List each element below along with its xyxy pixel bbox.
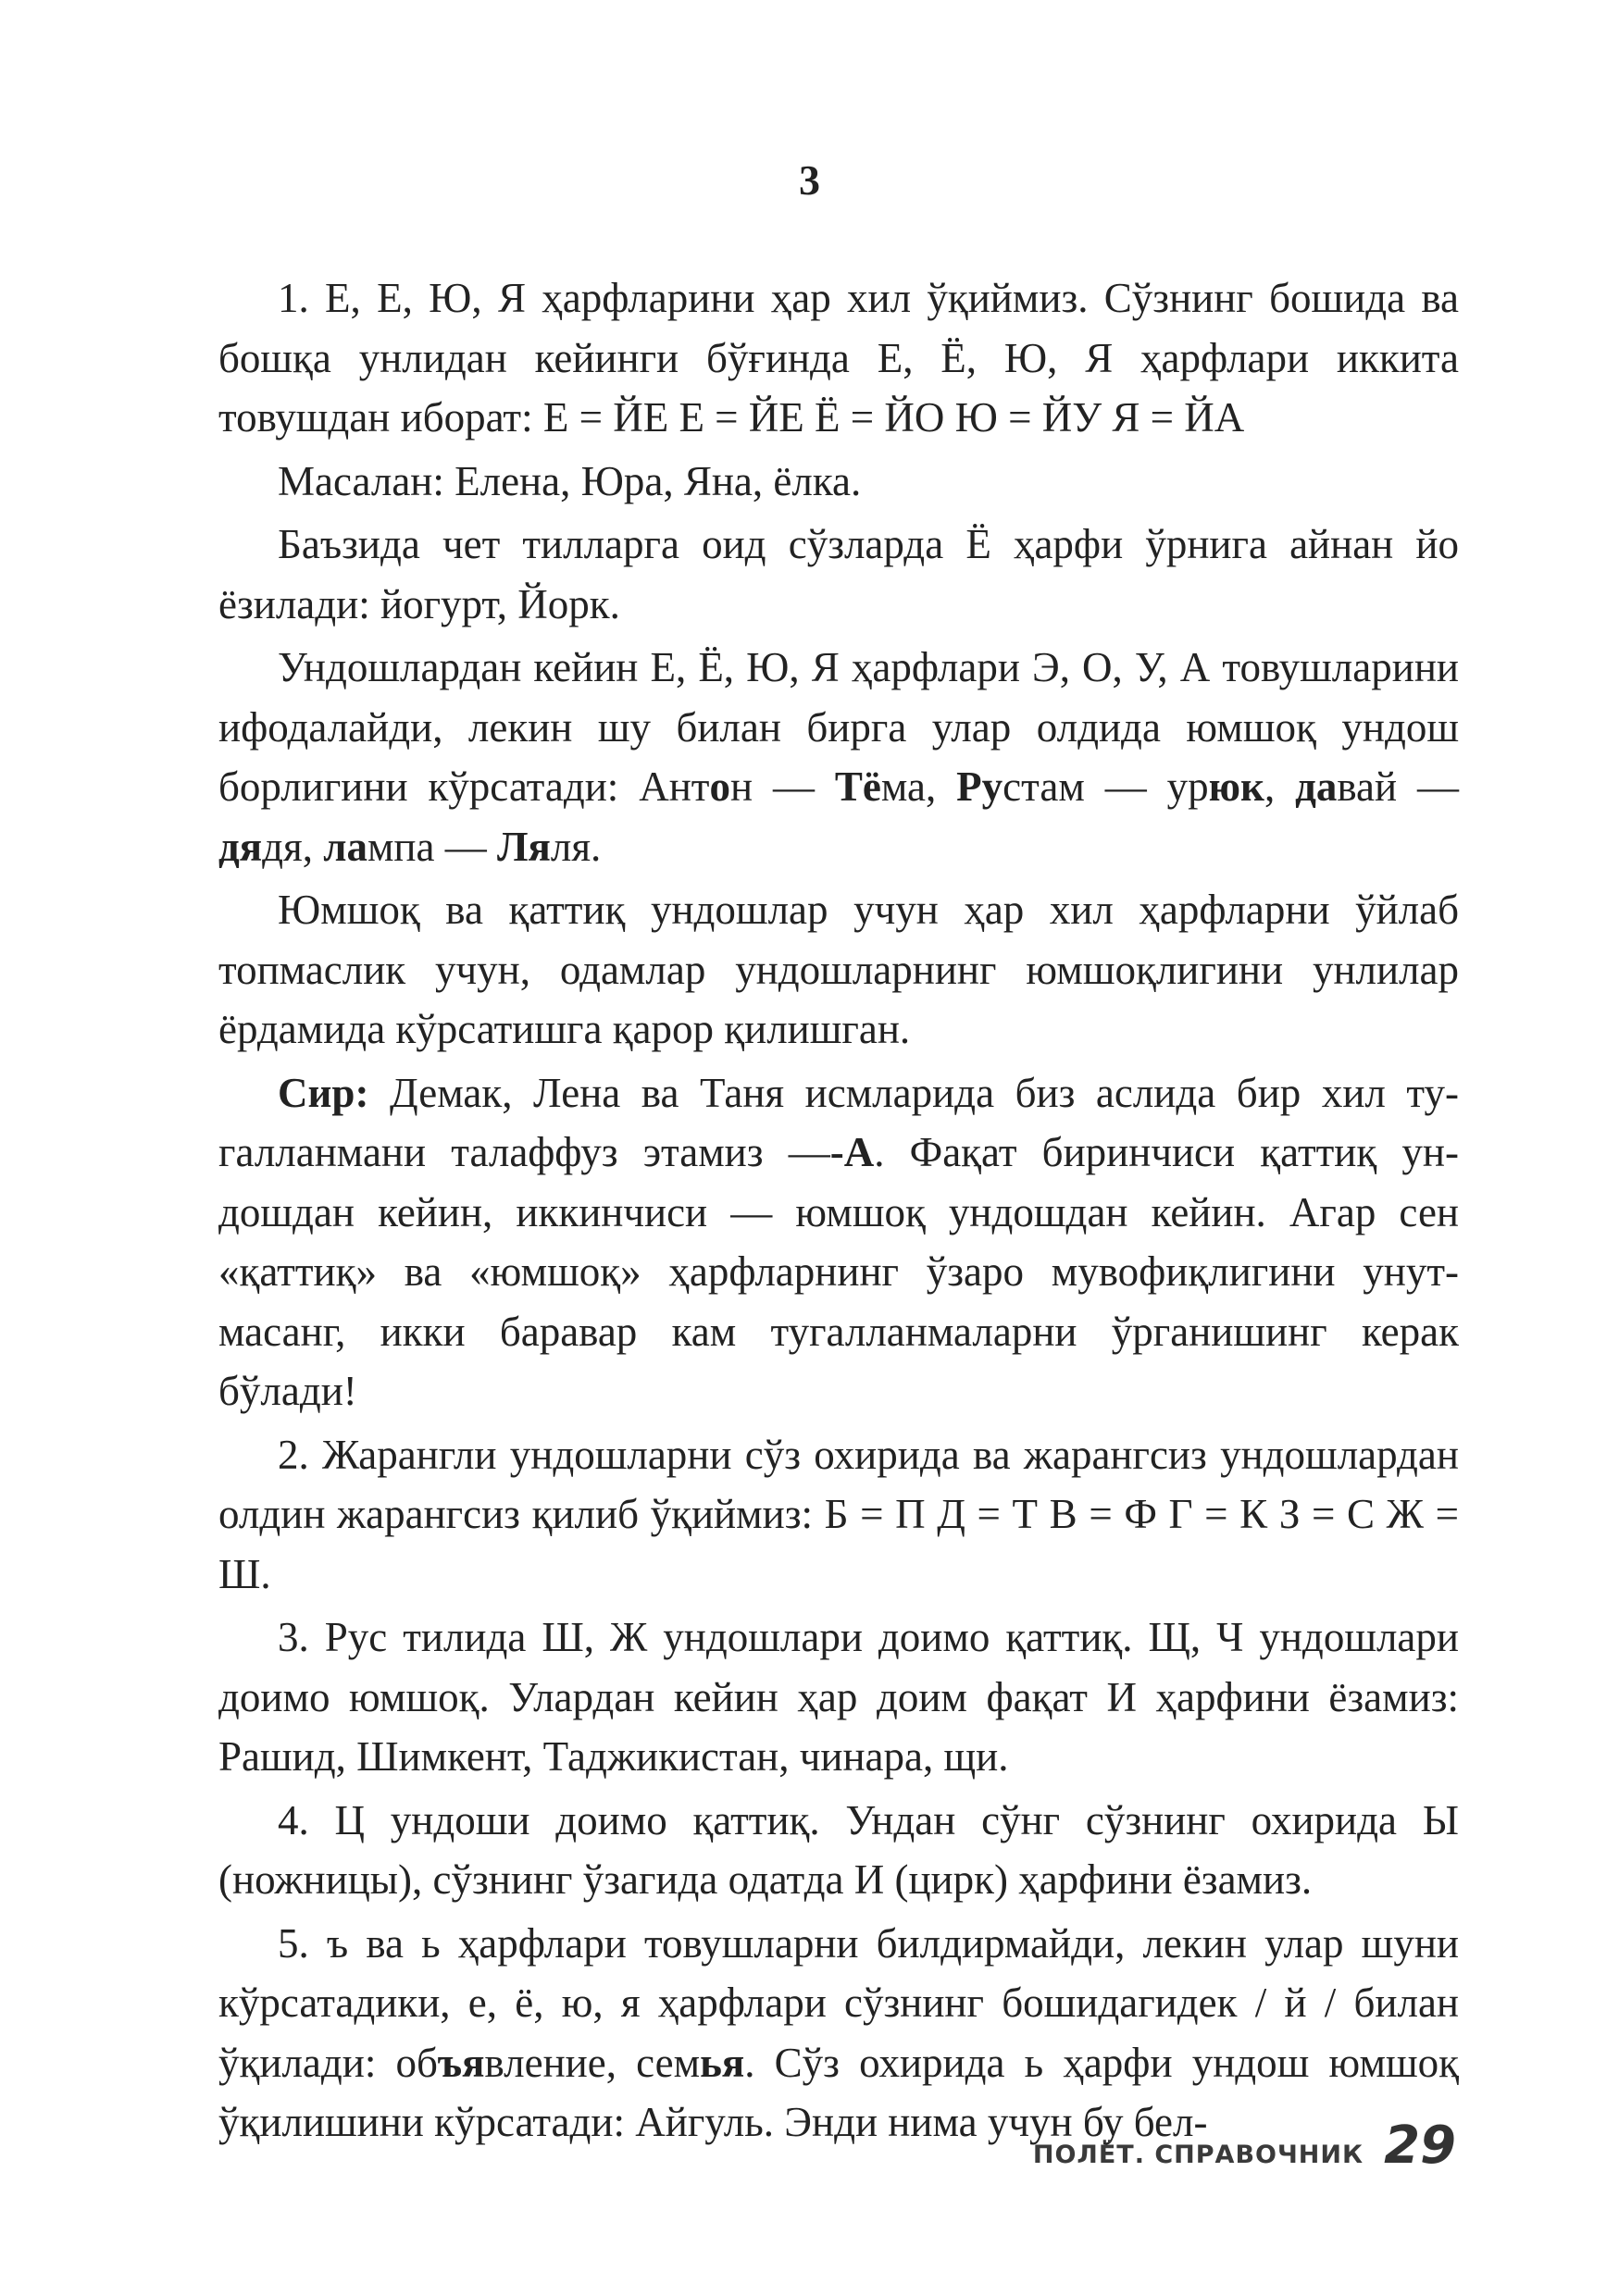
text-run: 2. Жарангли ундошларни сўз охирида ва жарангсиз ундошлардан олдин жарангсиз қилиб ўқиймиз: Б = П Д = Т В = Ф Г = К З = С Ж = Ш. [218, 1431, 1459, 1597]
paragraph [218, 452, 1459, 512]
running-title: ПОЛЁТ. СПРАВОЧНИК [1032, 2141, 1364, 2169]
text-run: . Фақат биринчиси қаттиқ ундошдан кейин, иккинчиси — юмшоқ ундошдан кейин. Агар сен «қаттиқ» ва «юмшоқ» ҳарфларнинг ўзаро мувофиқлигини унутмасанг, икки баравар кам тугалланмаларни ўрганишинг керак бўлади! [218, 1129, 1459, 1414]
text-run: мпа — [367, 823, 497, 870]
paragraph [218, 1063, 1459, 1421]
page-footer [1033, 2116, 1456, 2176]
paragraph [218, 515, 1459, 634]
paragraph [218, 638, 1459, 876]
bold-text: о [709, 763, 730, 810]
page-number: 29 [1384, 2116, 1456, 2176]
text-run: Юмшоқ ва қаттиқ ундошлар учун ҳар хил ҳарфларни ўйлаб топмаслик учун, одамлар ундошларнинг юмшоқлигини унлилар ёрдамида кўрсатишга қарор қилишган. [218, 887, 1459, 1052]
bold-text: ъя [437, 2039, 485, 2086]
text-run: 5. ъ ва ь ҳарфлари товушларни билдирмайди, лекин улар шуни кўрсатадики, е, ё, ю, я ҳарфлари сўзнинг бошидагидек / й / билан ўқилади: об [218, 1919, 1459, 2086]
text-run: , [1264, 763, 1296, 810]
bold-text: Ру [956, 763, 1003, 810]
paragraph [218, 1425, 1459, 1605]
bold-text: Ля [497, 823, 551, 870]
text-run: 4. Ц ундоши доимо қаттиқ. Ундан сўнг сўзнинг охирида Ы (ножницы), сўзнинг ўзагида одатда И (цирк) ҳарфини ёзамиз. [218, 1796, 1459, 1903]
text-run: Ундошлардан кейин Е, Ё, Ю, Я ҳарфлари Э, О, У, А товушларини ифодалайди, лекин шу билан бирга улар олдида юмшоқ ундош борлигини кўрсатади: Ант [218, 644, 1459, 810]
text-run: ля. [550, 823, 602, 870]
text-run: ма, [880, 763, 957, 810]
text-run: . Сўз охирида ь ҳарфи ундош юмшоқ ўқилишини кўрсатади: Айгуль. Энди нима учун бу бел- [218, 2039, 1459, 2145]
text-run: вление, сем [484, 2039, 701, 2086]
text-run: стам — ур [1003, 763, 1209, 810]
text-run: Баъзида чет тилларга оид сўзларда Ё ҳарфи ўрнига айнан йо ёзилади: йогурт, Йорк. [218, 521, 1459, 627]
text-run: 1. Е, Е, Ю, Я ҳарфларини ҳар хил ўқиймиз. Сўзнинг бошида ва бошқа унлидан кейинги бўғинда Е, Ё, Ю, Я ҳарфлари иккита товушдан иборат: Е = ЙЕ Е = ЙЕ Ё = ЙО Ю = ЙУ Я = ЙА [218, 275, 1459, 441]
bold-text: Тё [834, 763, 881, 810]
text-run: н — [729, 763, 835, 810]
bold-text: да [1295, 763, 1338, 810]
bold-text: ла [323, 823, 367, 870]
bold-text: -А [829, 1129, 875, 1175]
bold-text: Сир: [278, 1069, 369, 1116]
paragraph [218, 268, 1459, 448]
text-run: Масалан: Елена, Юра, Яна, ёлка. [278, 457, 862, 504]
text-run: вай — [1337, 763, 1459, 810]
paragraph [218, 1607, 1459, 1787]
text-run: Демак, Лена ва Таня исмларида биз аслида бир хил тугалланмани талаффуз этамиз — [218, 1069, 1459, 1175]
section-number: 3 [799, 156, 820, 204]
paragraph [218, 1791, 1459, 1910]
bold-text: юк [1208, 763, 1264, 810]
text-run: 3. Рус тилида Ш, Ж ундошлари доимо қаттиқ. Щ, Ч ундошлари доимо юмшоқ. Улардан кейин ҳар доим фақат И ҳарфини ёзамиз: Рашид, Шимкент, Таджикистан, чинара, щи. [218, 1614, 1459, 1780]
bold-text: дя [218, 823, 263, 870]
bold-text: ья [700, 2039, 745, 2086]
text-run: дя, [262, 823, 324, 870]
body-text [218, 268, 1459, 2156]
paragraph [218, 880, 1459, 1060]
